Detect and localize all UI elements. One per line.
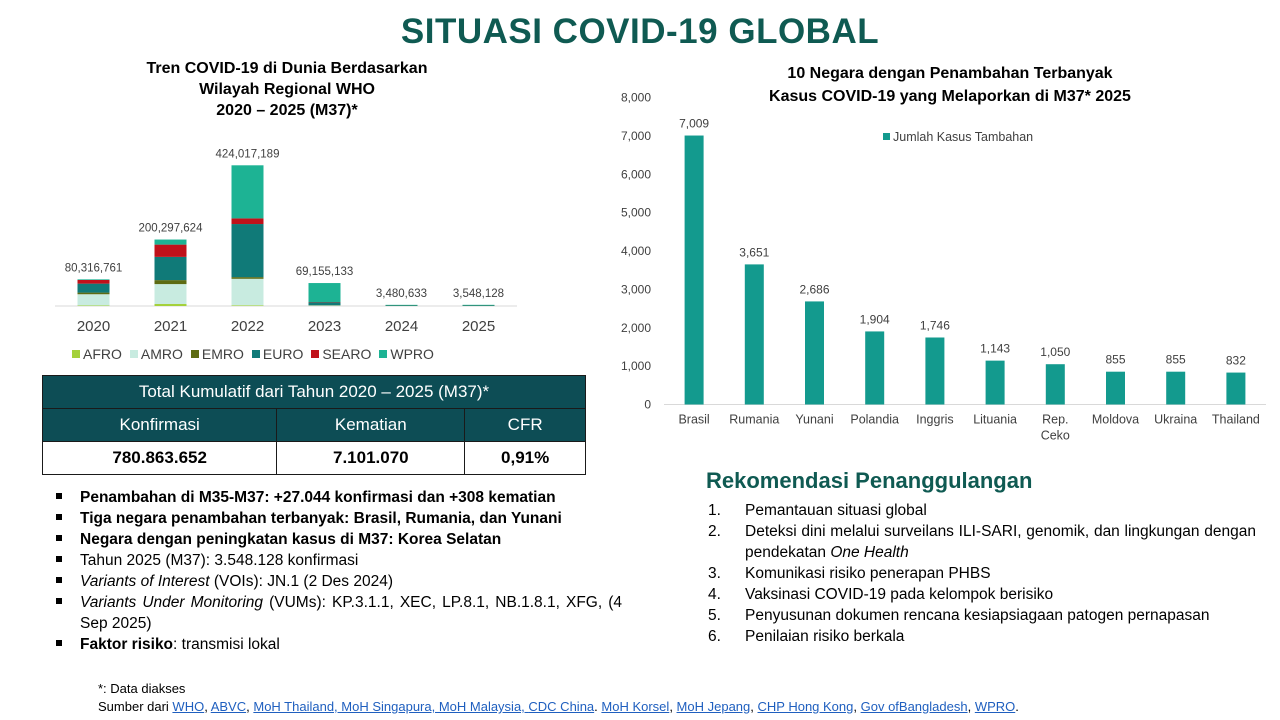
bar-segment-searo <box>78 280 110 284</box>
x-tick-label: 2021 <box>153 318 188 335</box>
data-label: 1,143 <box>980 341 1011 356</box>
x-tick-label: Rumania <box>729 412 780 427</box>
data-label: 2,686 <box>799 282 830 297</box>
recommendation-text: Pemantauan situasi global <box>745 502 927 519</box>
table-value-cfr: 0,91% <box>465 442 586 475</box>
recommendation-number: 4. <box>708 586 721 603</box>
key-point <box>56 571 622 592</box>
y-tick-label: 2,000 <box>620 320 651 335</box>
legend-label: SEARO <box>322 346 372 362</box>
legend-label: AMRO <box>140 346 183 362</box>
sources-line: Sumber dari WHO, ABVC, MoH Thailand, MoH Singapura, MoH Malaysia, CDC China. MoH Korsel, MoH Jepang, CHP Hong Kong, Gov ofBangladesh, WPRO. <box>98 699 1019 714</box>
legend-label: EURO <box>262 346 304 362</box>
legend-swatch <box>72 350 80 358</box>
bar-segment-euro <box>155 257 187 280</box>
table-header-deaths: Kematian <box>277 409 465 442</box>
bar-segment-euro <box>78 284 110 293</box>
x-tick-label: Rep. <box>1042 412 1069 427</box>
bar-segment-euro <box>232 224 264 277</box>
recommendation-number: 1. <box>708 502 721 519</box>
x-tick-label: 2025 <box>461 318 496 335</box>
legend-item <box>72 346 122 362</box>
total-label: 80,316,761 <box>64 262 123 275</box>
regional-legend <box>72 346 434 362</box>
source-link[interactable]: MoH Jepang <box>676 699 751 714</box>
x-tick-label: Polandia <box>850 412 900 427</box>
bar-segment-wpro <box>78 279 110 280</box>
legend-item <box>191 346 244 362</box>
legend-swatch <box>311 350 319 358</box>
x-tick-label: Lituania <box>973 412 1017 427</box>
bar <box>685 136 704 405</box>
recommendation-text: Vaksinasi COVID-19 pada kelompok berisiko <box>745 586 1054 603</box>
legend-item <box>252 346 303 362</box>
sources-prefix: Sumber dari <box>98 699 173 714</box>
recommendation-item <box>708 626 1256 647</box>
bar-segment-wpro <box>155 240 187 245</box>
data-label: 855 <box>1165 352 1186 367</box>
key-point-text: (VUMs): KP.3.1.1, XEC, LP.8.1, NB.1.8.1, XFG, (4 Sep 2025) <box>80 594 623 632</box>
left-chart-title-line: Tren COVID-19 di Dunia Berdasarkan <box>146 60 428 77</box>
left-chart-title-line: Wilayah Regional WHO <box>199 81 375 98</box>
right-chart-title-line: Kasus COVID-19 yang Melaporkan di M37* 2025 <box>769 88 1131 105</box>
cumulative-summary-table <box>42 375 586 475</box>
x-tick-label: Thailand <box>1211 412 1260 427</box>
bar <box>745 264 764 404</box>
bar <box>1106 372 1125 405</box>
y-tick-label: 0 <box>644 397 651 412</box>
key-point-emphasis: Faktor risiko <box>80 636 174 653</box>
key-point-text: (VOIs): JN.1 (2 Des 2024) <box>209 573 394 590</box>
legend-item <box>130 346 183 362</box>
bar-segment-amro <box>78 294 110 305</box>
recommendation-number: 2. <box>708 523 721 540</box>
recommendation-text: Penilaian risiko berkala <box>745 628 905 645</box>
y-tick-label: 8,000 <box>620 90 651 105</box>
x-tick-label: Ceko <box>1040 428 1070 443</box>
bar-segment-afro <box>155 304 187 306</box>
x-tick-label: 2022 <box>230 318 265 335</box>
page-title: SITUASI COVID-19 GLOBAL <box>400 12 880 51</box>
bar <box>986 361 1005 405</box>
bar-segment-emro <box>78 293 110 295</box>
key-point: Penambahan di M35-M37: +27.044 konfirmasi dan +308 kematian <box>56 487 622 508</box>
top-countries-chart <box>600 80 1280 450</box>
recommendations-title: Rekomendasi Penanggulangan <box>706 468 1033 493</box>
legend-swatch <box>379 350 387 358</box>
recommendation-item <box>708 563 1256 584</box>
footnote: *: Data diakses <box>98 681 186 696</box>
legend-label: EMRO <box>201 346 244 362</box>
y-tick-label: 4,000 <box>620 244 651 258</box>
bar <box>1046 364 1065 404</box>
legend-item <box>311 346 371 362</box>
table-value-confirmed: 780.863.652 <box>43 442 277 475</box>
right-chart-title-line: 10 Negara dengan Penambahan Terbanyak <box>787 65 1113 82</box>
source-link[interactable]: ABVC <box>210 699 247 714</box>
bar-segment-searo <box>155 245 187 257</box>
data-label: 1,050 <box>1040 345 1071 360</box>
total-label: 200,297,624 <box>138 222 203 235</box>
data-label: 1,746 <box>919 318 950 333</box>
recommendation-emphasis: One Health <box>830 544 909 561</box>
regional-trend-chart <box>0 0 640 370</box>
bar <box>805 301 824 404</box>
x-tick-label: Ukraina <box>1154 412 1198 427</box>
source-link[interactable]: WPRO <box>974 699 1016 714</box>
total-label: 424,017,189 <box>215 148 280 161</box>
data-label: 1,904 <box>859 312 890 327</box>
legend-swatch <box>130 350 138 358</box>
table-title: Total Kumulatif dari Tahun 2020 – 2025 (M37)* <box>43 376 586 409</box>
legend-label: WPRO <box>390 346 434 362</box>
data-label: 7,009 <box>679 116 710 131</box>
source-link[interactable]: MoH Thailand, MoH Singapura, MoH Malaysia, <box>253 699 529 714</box>
legend-label: Jumlah Kasus Tambahan <box>893 130 1034 144</box>
source-link[interactable]: WHO <box>172 699 205 714</box>
recommendation-item <box>708 584 1256 605</box>
recommendation-item <box>708 605 1256 626</box>
recommendation-number: 3. <box>708 565 721 582</box>
total-label: 69,155,133 <box>295 266 354 279</box>
y-tick-label: 3,000 <box>620 282 651 297</box>
bar-segment-amro <box>232 279 264 306</box>
bar-segment-amro <box>309 305 341 306</box>
bar <box>925 337 944 404</box>
source-link[interactable]: Gov ofBangladesh <box>860 699 968 714</box>
source-link[interactable]: CHP Hong Kong <box>757 699 854 714</box>
bar-segment-euro <box>309 303 341 306</box>
legend-swatch <box>252 350 260 358</box>
bar-segment-wpro <box>232 165 264 218</box>
x-tick-label: 2020 <box>76 318 111 335</box>
y-tick-label: 6,000 <box>620 167 651 182</box>
x-tick-label: Moldova <box>1091 412 1140 427</box>
bar-segment-wpro <box>309 283 341 302</box>
bar <box>1166 372 1185 405</box>
x-tick-label: 2023 <box>307 318 342 335</box>
bar-segment-emro <box>232 277 264 279</box>
bar-segment-wpro <box>463 305 495 306</box>
recommendation-item <box>708 521 1256 563</box>
source-link[interactable]: MoH Korsel <box>601 699 670 714</box>
bar <box>1226 373 1245 405</box>
table-value-deaths: 7.101.070 <box>277 442 465 475</box>
legend-swatch <box>191 350 199 358</box>
data-label: 855 <box>1105 352 1126 367</box>
x-tick-label: Inggris <box>916 412 954 427</box>
key-point-emphasis: Variants Under Monitoring <box>80 594 264 611</box>
key-points-list <box>56 487 622 655</box>
y-tick-label: 7,000 <box>620 128 651 143</box>
bar-segment-amro <box>155 284 187 304</box>
key-point-emphasis: Variants of Interest <box>80 573 210 590</box>
legend-swatch <box>883 133 890 140</box>
key-point <box>56 634 622 655</box>
bar-segment-emro <box>155 280 187 284</box>
key-point: Tiga negara penambahan terbanyak: Brasil, Rumania, dan Yunani <box>56 508 622 529</box>
legend-item <box>379 346 434 362</box>
recommendation-number: 6. <box>708 628 721 645</box>
total-label: 3,548,128 <box>452 287 505 300</box>
x-tick-label: Brasil <box>678 412 710 427</box>
total-label: 3,480,633 <box>375 287 428 300</box>
legend-label: AFRO <box>83 346 122 362</box>
key-point-text: : transmisi lokal <box>173 636 280 653</box>
recommendation-item <box>708 500 1256 521</box>
data-label: 3,651 <box>739 245 770 260</box>
recommendation-text: Deteksi dini melalui surveilans ILI-SARI, genomik, dan lingkungan dengan pendekatan <box>745 523 1256 561</box>
y-tick-label: 1,000 <box>620 359 651 374</box>
bar-segment-searo <box>232 218 264 224</box>
recommendation-text: Komunikasi risiko penerapan PHBS <box>745 565 991 582</box>
y-tick-label: 5,000 <box>620 205 651 220</box>
source-link[interactable]: CDC China <box>528 699 595 714</box>
bar-segment-wpro <box>386 305 418 306</box>
x-tick-label: 2024 <box>384 318 419 335</box>
bar-segment-afro <box>232 305 264 306</box>
bar <box>865 331 884 404</box>
key-point: Negara dengan peningkatan kasus di M37: Korea Selatan <box>56 529 622 550</box>
recommendation-number: 5. <box>708 607 721 624</box>
key-point: Tahun 2025 (M37): 3.548.128 konfirmasi <box>56 550 622 571</box>
data-label: 832 <box>1225 353 1246 368</box>
x-tick-label: Yunani <box>795 412 834 427</box>
table-header-cfr: CFR <box>465 409 586 442</box>
key-point <box>56 592 622 634</box>
table-header-confirmed: Konfirmasi <box>43 409 277 442</box>
recommendations-list <box>708 500 1256 647</box>
left-chart-title-line: 2020 – 2025 (M37)* <box>216 102 358 119</box>
recommendation-text: Penyusunan dokumen rencana kesiapsiagaan patogen pernapasan <box>745 607 1210 624</box>
